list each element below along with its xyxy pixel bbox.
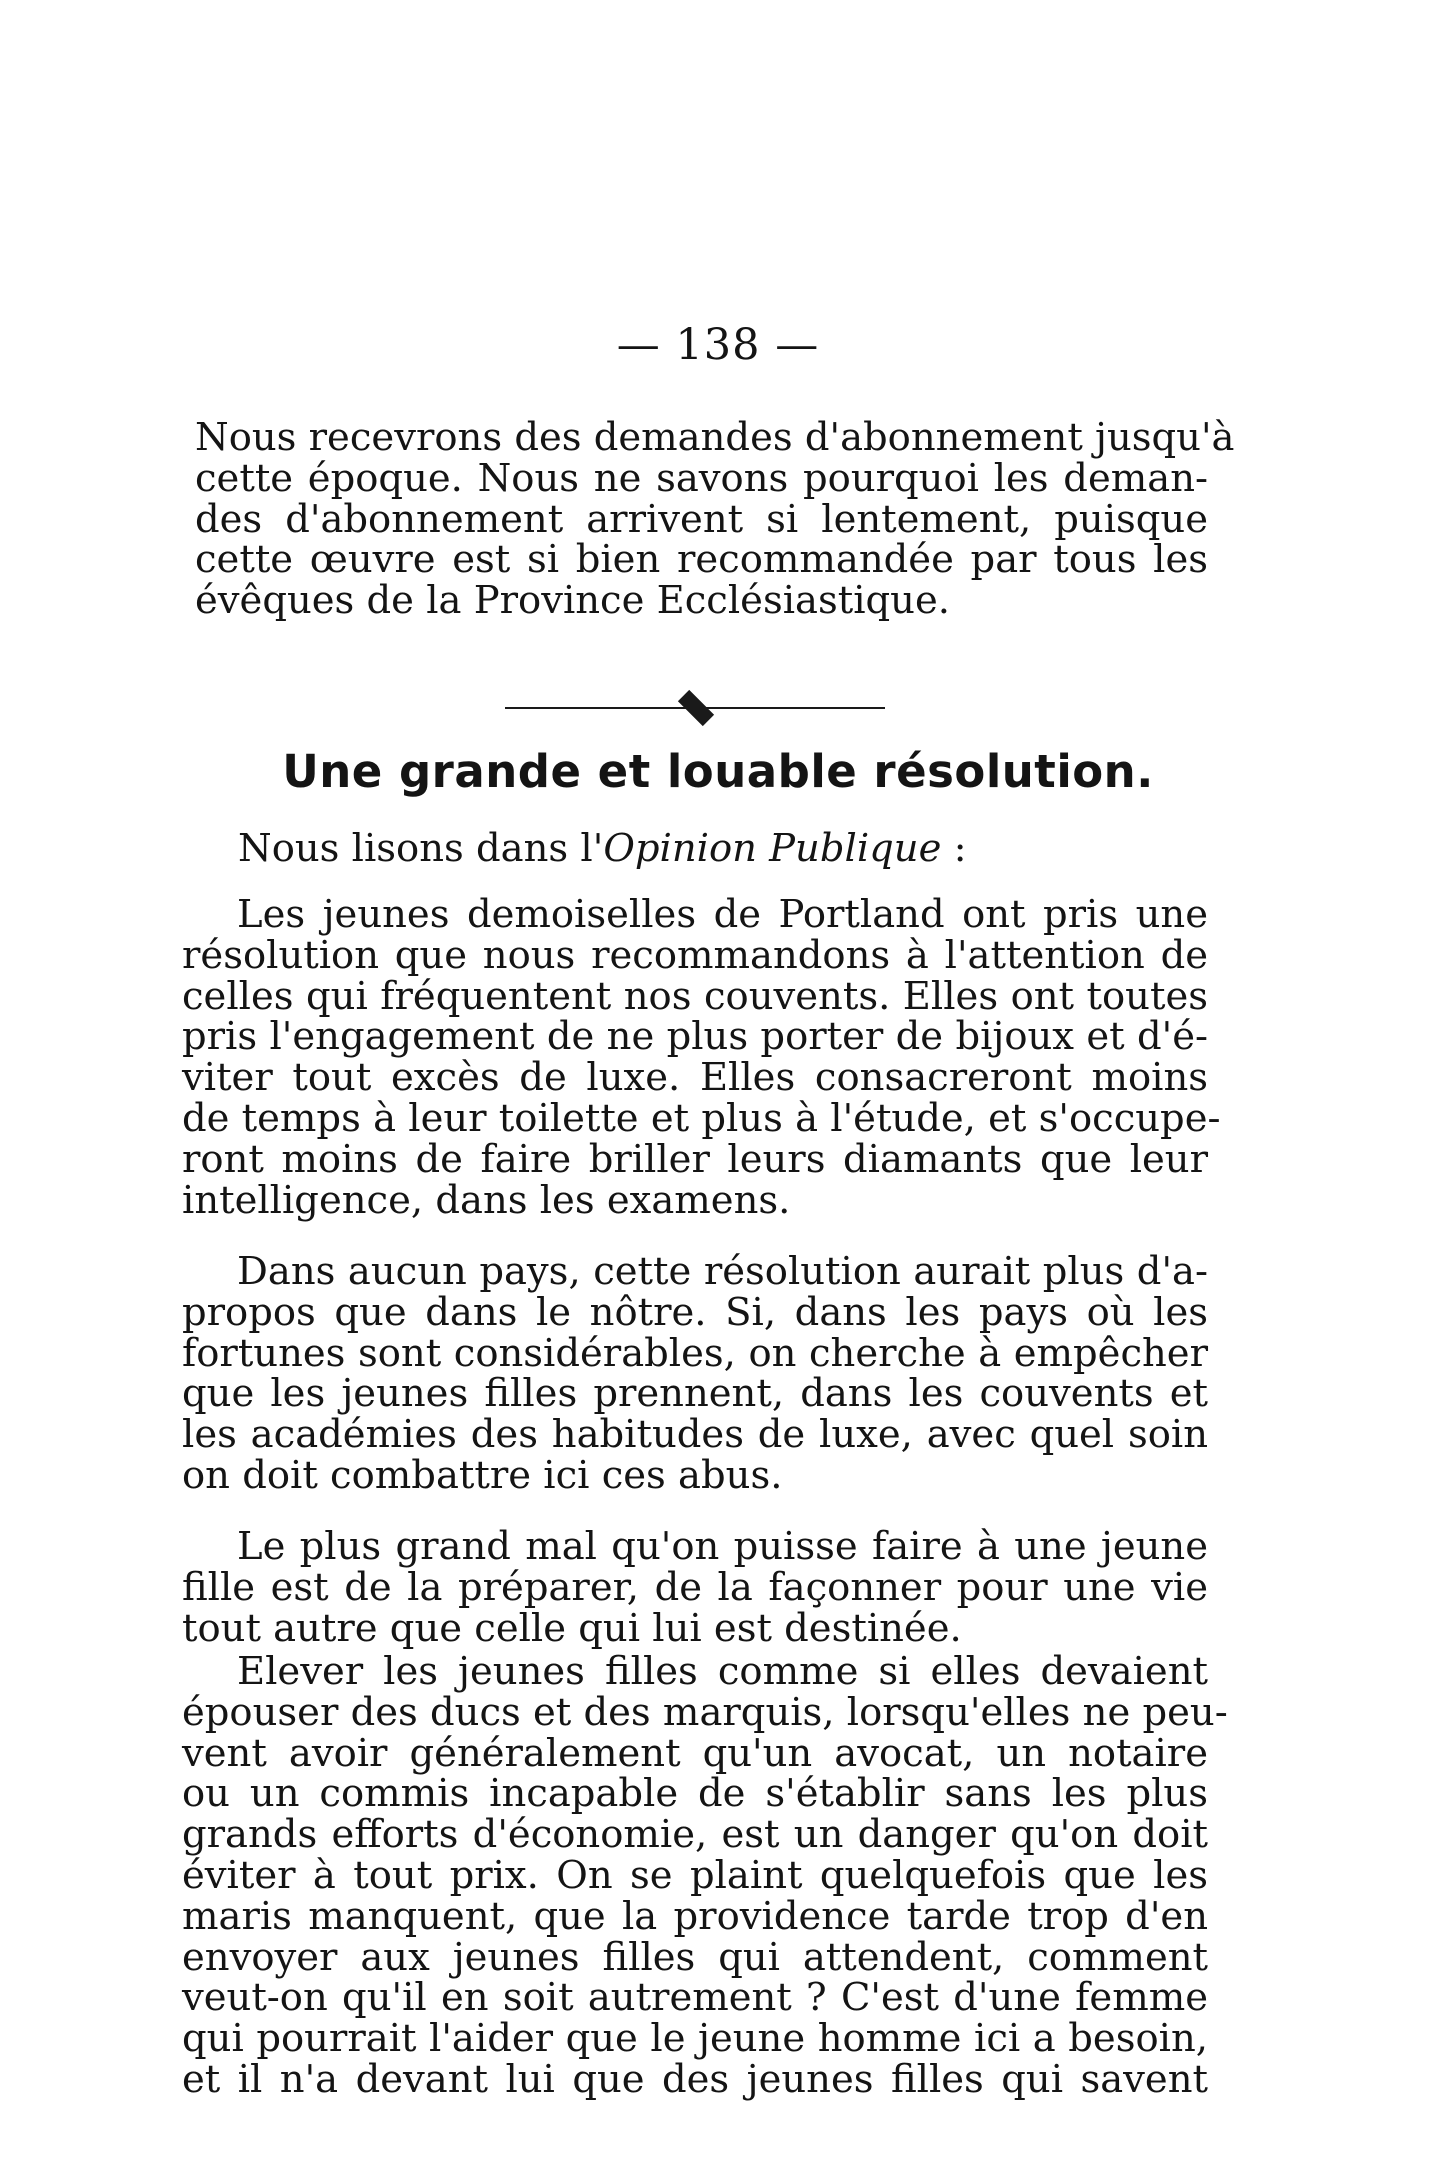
text-line: intelligence, dans les examens. [182,1177,791,1223]
text-line: éviter à tout prix. On se plaint quelquefois que les [182,1852,1208,1898]
text-line: Nous recevrons des demandes d'abonnement jusqu'à [195,415,1235,460]
text-line: on doit combattre ici ces abus. [182,1452,783,1498]
text-line: cette œuvre est si bien recommandée par tous les [195,537,1208,583]
text-line: tout autre que celle qui lui est destinée. [182,1605,962,1651]
text-line: ou un commis incapable de s'établir sans les plus [182,1771,1208,1817]
text-line: épouser des ducs et des marquis, lorsqu'elles ne peu- [182,1689,1228,1735]
text-line: ront moins de faire briller leurs diamants que leur [182,1136,1208,1182]
text-line: fille est de la préparer, de la façonner pour une vie [182,1564,1208,1610]
paragraph-resolution [182,1249,1208,1498]
paragraph-subscriptions [195,415,1235,624]
article-intro [238,828,967,869]
paragraph-greatest-harm [182,1524,1208,1651]
text-line: maris manquent, que la providence tarde trop d'en [182,1893,1208,1939]
text-line: de temps à leur toilette et plus à l'étude, et s'occupe- [182,1095,1221,1141]
intro-suffix: : [941,826,967,871]
text-line: des d'abonnement arrivent si lentement, puisque [195,496,1208,542]
text-line: veut-on qu'il en soit autrement ? C'est d'une femme [182,1975,1208,2021]
text-line: vent avoir généralement qu'un avocat, un notaire [182,1730,1208,1776]
text-line: Le plus grand mal qu'on puisse faire à une jeune [237,1524,1208,1569]
intro-text: Nous lisons dans l' [238,826,604,871]
text-line: résolution que nous recommandons à l'attention de [182,932,1208,978]
text-line: cette époque. Nous ne savons pourquoi les deman- [195,455,1208,501]
text-line: propos que dans le nôtre. Si, dans les pays où les [182,1289,1208,1335]
text-line: qui pourrait l'aider que le jeune homme ici a besoin, [182,2016,1208,2062]
text-line: les académies des habitudes de luxe, avec quel soin [182,1412,1208,1458]
text-line: Elever les jeunes filles comme si elles devaient [237,1649,1208,1694]
text-line: viter tout excès de luxe. Elles consacreront moins [182,1055,1208,1101]
text-line: grands efforts d'économie, est un danger qu'on doit [182,1812,1208,1858]
paragraph-portland [182,892,1221,1223]
text-line: pris l'engagement de ne plus porter de bijoux et d'é- [182,1014,1208,1060]
paragraph-raising-girls [182,1649,1228,2102]
source-publication: Opinion Publique [603,826,942,871]
text-line: évêques de la Province Ecclésiastique. [195,578,950,624]
text-line: que les jeunes filles prennent, dans les couvents et [182,1371,1208,1417]
text-line: fortunes sont considérables, on cherche à empêcher [182,1330,1208,1376]
text-line: envoyer aux jeunes filles qui attendent, comment [182,1934,1208,1980]
page-number: — 138 — [616,320,820,370]
text-line: Dans aucun pays, cette résolution aurait plus d'a- [237,1249,1208,1294]
article-title: Une grande et louable résolution. [282,745,1154,798]
text-line: et il n'a devant lui que des jeunes filles qui savent [182,2056,1208,2102]
text-line: Les jeunes demoiselles de Portland ont pris une [237,892,1208,937]
text-line: celles qui fréquentent nos couvents. Elles ont toutes [182,973,1208,1019]
